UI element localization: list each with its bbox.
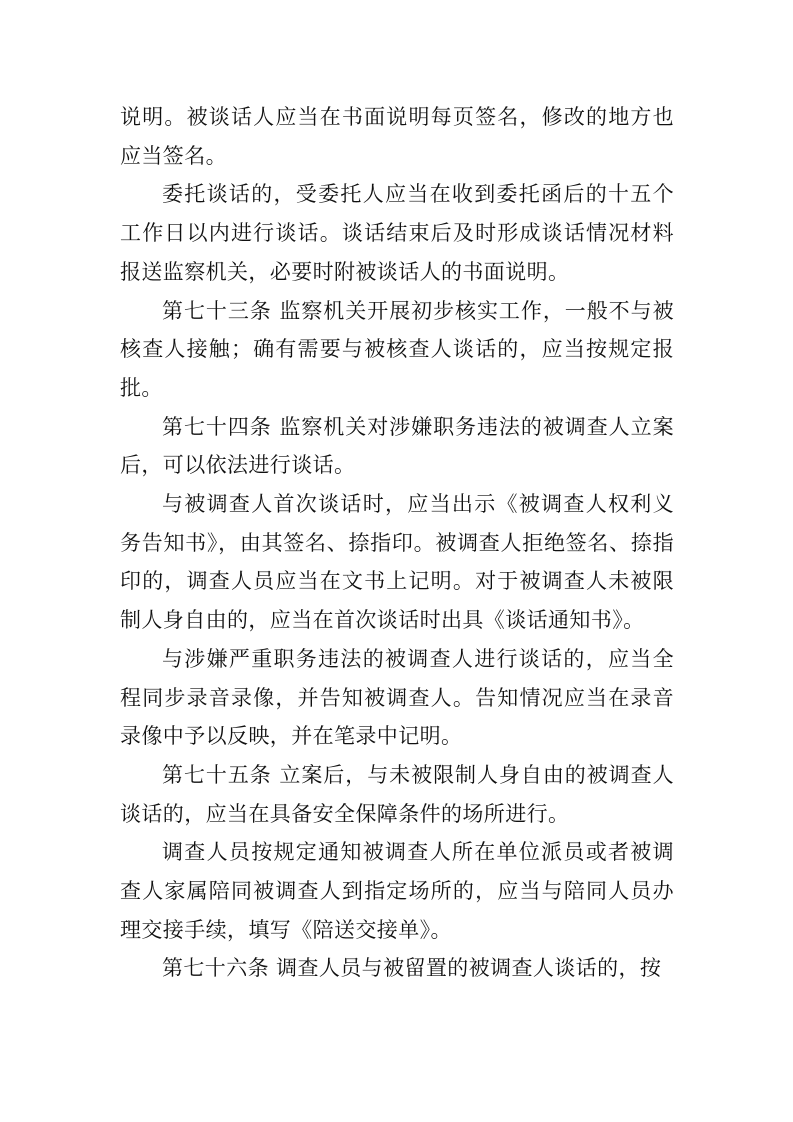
paragraph-article-74: 第七十四条 监察机关对涉嫌职务违法的被调查人立案后，可以依法进行谈话。 [120,414,674,478]
paragraph-entrusted-interview: 委托谈话的，受委托人应当在收到委托函后的十五个工作日以内进行谈话。谈话结束后及时形成谈话情况材料报送监察机关，必要时附被谈话人的书面说明。 [120,182,674,284]
paragraph-continuation: 说明。被谈话人应当在书面说明每页签名，修改的地方也应当签名。 [120,105,674,168]
document-body [120,98,674,988]
paragraph-handover: 调查人员按规定通知被调查人所在单位派员或者被调查人家属陪同被调查人到指定场所的，应当与陪同人员办理交接手续，填写《陪送交接单》。 [120,840,674,942]
paragraph-first-interview: 与被调查人首次谈话时，应当出示《被调查人权利义务告知书》，由其签名、捺指印。被调查人拒绝签名、捺指印的，调查人员应当在文书上记明。对于被调查人未被限制人身自由的，应当在首次谈话时出具《谈话通知书》。 [120,492,674,633]
paragraph-article-76: 第七十六条 调查人员与被留置的被调查人谈话的，按 [162,956,662,981]
paragraph-article-75: 第七十五条 立案后，与未被限制人身自由的被调查人谈话的，应当在具备安全保障条件的场所进行。 [120,762,674,826]
paragraph-recording: 与涉嫌严重职务违法的被调查人进行谈话的，应当全程同步录音录像，并告知被调查人。告知情况应当在录音录像中予以反映，并在笔录中记明。 [120,646,674,749]
paragraph-article-73: 第七十三条 监察机关开展初步核实工作，一般不与被核查人接触；确有需要与被核查人谈话的，应当按规定报批。 [120,298,674,400]
